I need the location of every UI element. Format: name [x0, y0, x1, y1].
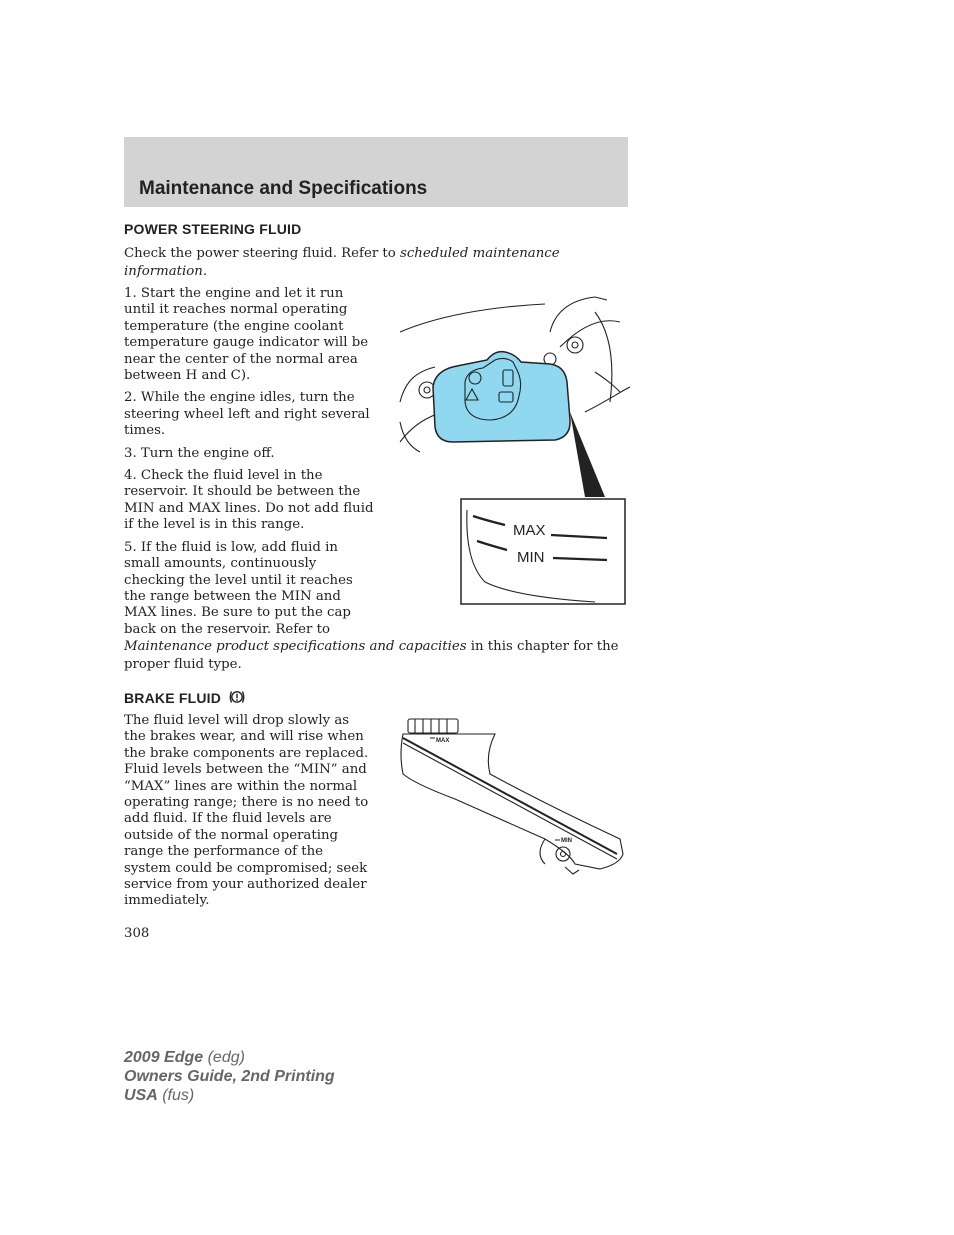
document-footer: 2009 Edge (edg) Owners Guide, 2nd Printing USA (fus) [124, 1049, 335, 1104]
step-5: 5. If the fluid is low, add fluid in small amounts, continuously checking the level until it reaches the range between the MIN and MAX lines. Be sure to put the cap back on the reservoir. Refer to [124, 539, 353, 637]
brake-warning-icon [228, 688, 246, 706]
brake-max-label: MAX [436, 738, 450, 744]
chapter-title: Maintenance and Specifications [139, 178, 428, 199]
min-label: MIN [517, 549, 545, 566]
power-steering-reservoir-figure [395, 292, 630, 608]
power-steering-intro: Check the power steering fluid. Refer to scheduled maintenance information. [124, 246, 560, 279]
step-5-continuation: Maintenance product specifications and capacities in this chapter for the proper fluid type. [124, 639, 619, 672]
power-steering-heading: POWER STEERING FLUID [124, 221, 302, 237]
step-3: 3. Turn the engine off. [124, 445, 275, 461]
brake-fluid-body: The fluid level will drop slowly as the brakes wear, and will rise when the brake components are replaced. Fluid levels between the “MIN” and “MAX” lines are within the normal operating range; there is no need to add fluid. If the fluid levels are outside of the normal operating range the performance of the system could be compromised; seek service from your authorized dealer immediately. [124, 713, 369, 909]
max-label: MAX [513, 522, 546, 539]
brake-fluid-heading: BRAKE FLUID [124, 688, 246, 706]
scheduled-maintenance-link: scheduled maintenance information [124, 246, 560, 279]
power-steering-steps [124, 286, 374, 638]
reservoir-body-shape [433, 352, 570, 442]
step-4: 4. Check the fluid level in the reservoir. It should be between the MIN and MAX lines. Do not add fluid if the level is in this range. [124, 468, 374, 533]
page-number: 308 [124, 926, 150, 941]
step-1: 1. Start the engine and let it run until it reaches normal operating temperature (the engine coolant temperature gauge indicator will be near the center of the normal area between H and C). [124, 286, 369, 384]
brake-min-label: MIN [561, 838, 572, 844]
brake-reservoir-figure [395, 714, 627, 880]
step-2: 2. While the engine idles, turn the steering wheel left and right several times. [124, 390, 370, 439]
